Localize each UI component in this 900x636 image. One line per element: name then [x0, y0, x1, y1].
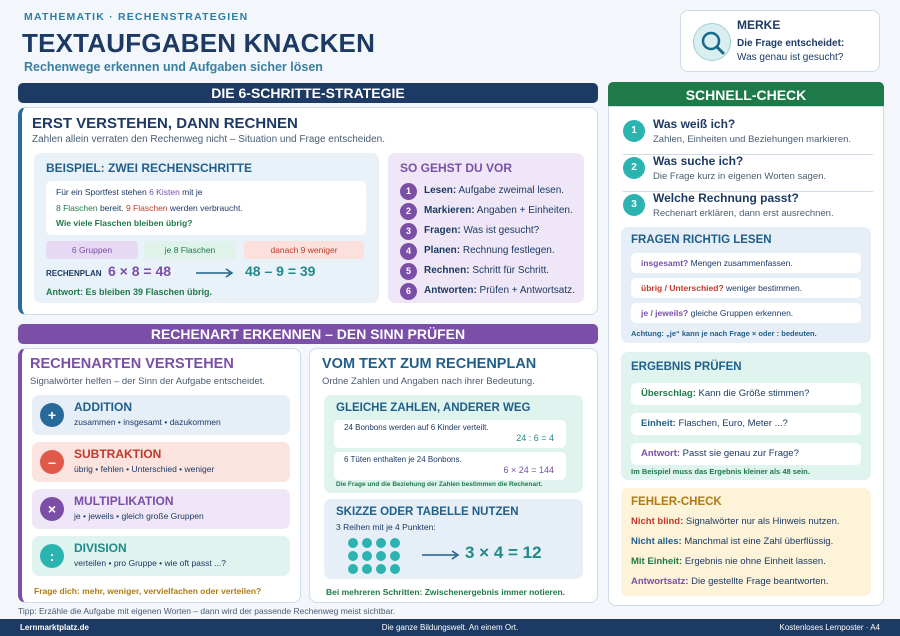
check-item-2: [623, 156, 873, 192]
check-number: 2: [623, 157, 645, 179]
steps-box: SO GEHST DU VOR 1 Lesen: Aufgabe zweimal lesen. 2 Markieren: Angaben + Einheiten. 3 Fragen: Was ist gesucht? 4 Planen: Rechnung festlegen. 5 Rechnen: Schritt für Schritt. 6 Antworten: Prüfen + Antwortsatz.: [388, 153, 584, 303]
same-ex1-box: [334, 420, 566, 448]
same-ex1: 24 Bonbons werden auf 6 Kinder verteilt.: [344, 423, 489, 432]
ergebnis-note: Im Beispiel muss das Ergebnis kleiner als 48 sein.: [631, 467, 810, 476]
tag-weniger: danach 9 weniger: [244, 241, 364, 259]
sketch-text: 3 Reihen mit je 4 Punkten:: [336, 522, 436, 532]
ergebnis-row-3: Antwort: Passt sie genau zur Frage?: [631, 443, 861, 465]
op-words: übrig • fehlen • Unterschied • weniger: [74, 464, 215, 474]
example-box: [34, 153, 379, 303]
fragen-note: Achtung: „je“ kann je nach Frage × oder : bedeuten.: [631, 329, 817, 338]
ergebnis-heading: ERGEBNIS PRÜFEN: [631, 361, 742, 373]
sketch-heading: SKIZZE ODER TABELLE NUTZEN: [336, 506, 519, 518]
arrow-right-icon: [194, 267, 236, 279]
check-number: 3: [623, 194, 645, 216]
same-calc2: 6 × 24 = 144: [503, 465, 554, 475]
same-numbers-box: [324, 395, 583, 493]
rechenarten-heading: RECHENARTEN VERSTEHEN: [30, 356, 234, 372]
footer: [0, 619, 900, 636]
merke-line2: Was genau ist gesucht?: [737, 52, 844, 63]
op-name: DIVISION: [74, 541, 127, 555]
same-ex2-box: [334, 452, 566, 480]
op-words: verteilen • pro Gruppe • wie oft passt ...?: [74, 558, 226, 568]
op-multiplikation: [32, 489, 290, 529]
example-answer: Antwort: Es bleiben 39 Flaschen übrig.: [46, 287, 213, 297]
rechenarten-panel: [18, 348, 301, 603]
strategy-heading: ERST VERSTEHEN, DANN RECHNEN: [32, 115, 298, 132]
rechenplan-intro: Ordne Zahlen und Angaben nach ihrer Bedeutung.: [322, 376, 535, 387]
fehler-heading: FEHLER-CHECK: [631, 496, 722, 508]
tag-flaschen: je 8 Flaschen: [144, 241, 236, 259]
merke-line1: Die Frage entscheidet:: [737, 38, 845, 49]
schnell-panel: [608, 106, 884, 606]
op-name: MULTIPLIKATION: [74, 494, 174, 508]
op-addition: [32, 395, 290, 435]
fragen-row-1: insgesamt? Mengen zusammenfassen.: [631, 253, 861, 273]
rechenart-bar: RECHENART ERKENNEN – DEN SINN PRÜFEN: [18, 324, 598, 344]
op-division: [32, 536, 290, 576]
footer-tagline: Die ganze Bildungswelt. An einem Ort.: [381, 623, 519, 632]
footer-poster-info: Kostenloses Lernposter · A4: [779, 623, 880, 632]
check-number: 1: [623, 120, 645, 142]
rechenplan-panel: [309, 348, 598, 603]
footer-site-link[interactable]: Lernmarktplatz.de: [20, 623, 89, 632]
fragen-row-3: je / jeweils? gleiche Gruppen erkennen.: [631, 303, 861, 323]
arrow-right-icon: [420, 549, 462, 561]
merke-heading: MERKE: [737, 18, 781, 32]
example-line2: 8 Flaschen bereit. 9 Flaschen werden verbraucht.: [56, 203, 243, 213]
dot-grid: [348, 538, 408, 578]
rechenarten-note: Frage dich: mehr, weniger, vervielfachen oder verteilen?: [34, 586, 262, 596]
sketch-box: [324, 499, 583, 579]
fragen-heading: FRAGEN RICHTIG LESEN: [631, 234, 772, 246]
ergebnis-box: [621, 352, 871, 480]
op-words: zusammen • insgesamt • dazukommen: [74, 417, 221, 427]
tip-text: Tipp: Erzähle die Aufgabe mit eigenen Worten – dann wird der passende Rechenweg meist sichtbar.: [18, 606, 396, 616]
op-name: ADDITION: [74, 400, 132, 414]
times-icon: ×: [40, 497, 64, 521]
example-heading: BEISPIEL: ZWEI RECHENSCHRITTE: [46, 161, 253, 175]
example-text-box: [46, 181, 366, 235]
sketch-calc: 3 × 4 = 12: [465, 543, 542, 562]
strategy-bar: DIE 6-SCHRITTE-STRATEGIE: [18, 83, 598, 103]
page-subtitle: Rechenwege erkennen und Aufgaben sicher lösen: [24, 60, 323, 74]
op-subtraktion: [32, 442, 290, 482]
ergebnis-row-2: Einheit: Flaschen, Euro, Meter ...?: [631, 413, 861, 435]
steps-heading: SO GEHST DU VOR: [400, 161, 513, 175]
sketch-note: Bei mehreren Schritten: Zwischenergebnis immer notieren.: [326, 587, 566, 597]
fragen-row-2: übrig / Unterschied? weniger bestimmen.: [631, 278, 861, 298]
check-answer: Rechenart erklären, dann erst ausrechnen.: [653, 208, 834, 219]
merke-box: [680, 10, 880, 72]
check-item-3: [623, 193, 873, 229]
strategy-intro: Zahlen allein verraten den Rechenweg nicht – Situation und Frage entscheiden.: [32, 134, 386, 145]
fragen-box: [621, 227, 871, 343]
same-ex2: 6 Tüten enthalten je 24 Bonbons.: [344, 455, 462, 464]
check-question: Was weiß ich?: [653, 117, 736, 131]
check-answer: Die Frage kurz in eigenen Worten sagen.: [653, 171, 827, 182]
page-title: TEXTAUFGABEN KNACKEN: [22, 28, 376, 58]
op-words: je • jeweils • gleich große Gruppen: [74, 511, 204, 521]
minus-icon: –: [40, 450, 64, 474]
same-calc1: 24 : 6 = 4: [516, 433, 554, 443]
fehler-row-2: Nicht alles: Manchmal ist eine Zahl überflüssig.: [631, 536, 834, 547]
example-question: Wie viele Flaschen bleiben übrig?: [56, 218, 193, 228]
divide-icon: :: [40, 544, 64, 568]
ergebnis-row-1: Überschlag: Kann die Größe stimmen?: [631, 383, 861, 405]
fehler-row-4: Antwortsatz: Die gestellte Frage beantworten.: [631, 576, 829, 587]
plus-icon: +: [40, 403, 64, 427]
rechenplan-heading: VOM TEXT ZUM RECHENPLAN: [322, 356, 537, 372]
fehler-box: [621, 488, 871, 596]
plan-label: RECHENPLAN: [46, 269, 102, 278]
magnifier-icon: [693, 23, 731, 61]
fehler-row-1: Nicht blind: Signalwörter nur als Hinweis nutzen.: [631, 516, 840, 527]
schnell-bar: SCHNELL-CHECK: [608, 82, 884, 106]
kicker: MATHEMATIK · RECHENSTRATEGIEN: [24, 11, 249, 23]
same-numbers-heading: GLEICHE ZAHLEN, ANDERER WEG: [336, 402, 531, 414]
fehler-row-3: Mit Einheit: Ergebnis nie ohne Einheit lassen.: [631, 556, 826, 567]
check-question: Welche Rechnung passt?: [653, 191, 799, 205]
check-question: Was suche ich?: [653, 154, 744, 168]
example-line1: Für ein Sportfest stehen 6 Kisten mit je: [56, 187, 203, 197]
calc-step1: 6 × 8 = 48: [108, 263, 172, 279]
same-note: Die Frage und die Beziehung der Zahlen bestimmen die Rechenart.: [336, 481, 543, 488]
op-name: SUBTRAKTION: [74, 447, 162, 461]
rechenarten-intro: Signalwörter helfen – der Sinn der Aufgabe entscheidet.: [30, 376, 266, 387]
calc-step2: 48 – 9 = 39: [245, 263, 316, 279]
tag-gruppen: 6 Gruppen: [46, 241, 138, 259]
check-item-1: [623, 119, 873, 155]
strategy-panel: [18, 107, 598, 315]
check-answer: Zahlen, Einheiten und Beziehungen markieren.: [653, 134, 852, 145]
